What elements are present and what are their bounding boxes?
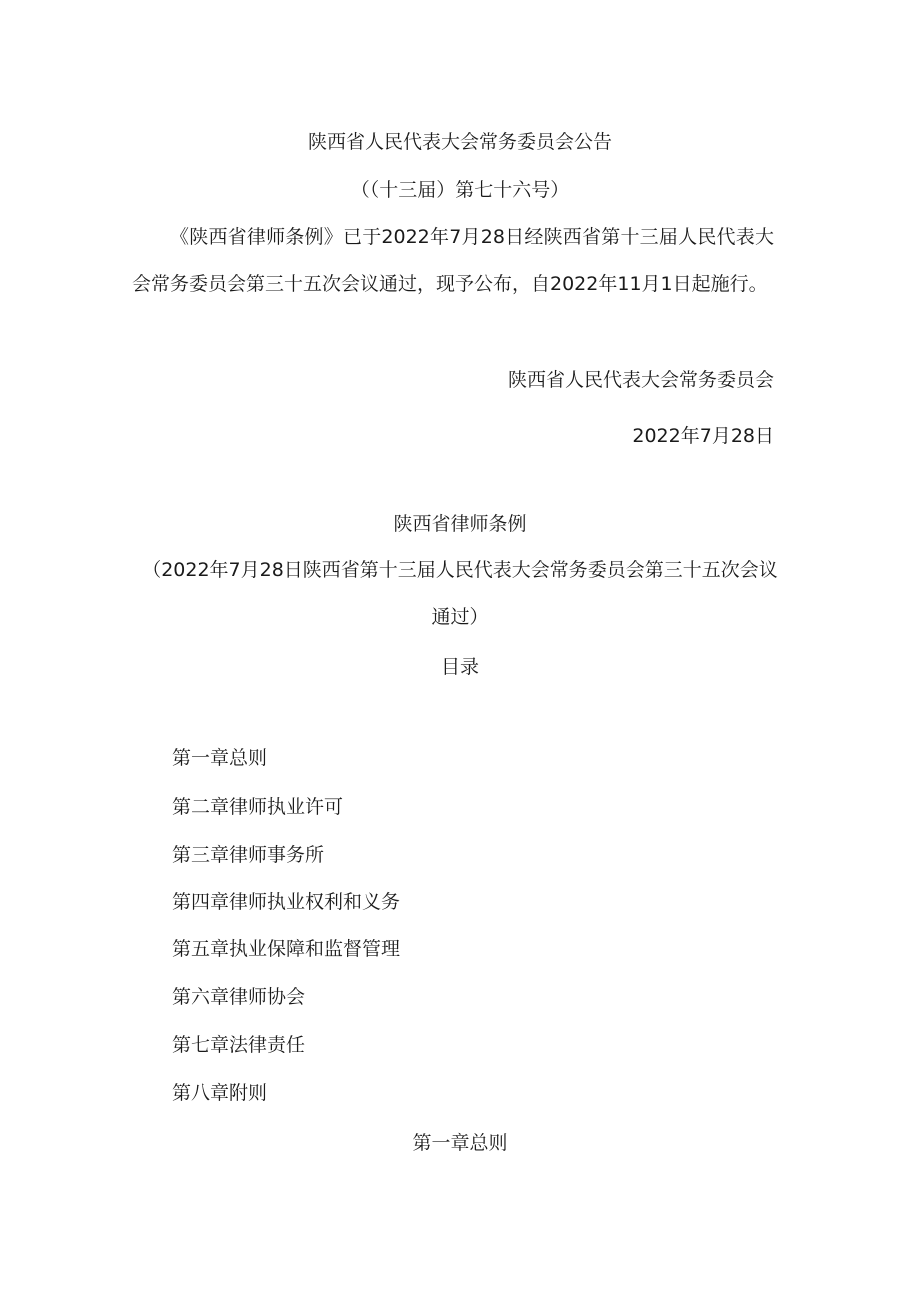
announcement-body: 《陕西省律师条例》已于2022年7月28日经陕西省第十三届人民代表大会常务委员会第三十五次会议通过，现予公布，自2022年11月1日起施行。 <box>132 226 774 295</box>
toc-item: 第一章总则 <box>172 747 268 769</box>
announcement-date: 2022年7月28日 <box>632 425 774 447</box>
regulation-subtitle: （2022年7月28日陕西省第十三届人民代表大会常务委员会第三十五次会议通过） <box>142 559 778 628</box>
toc-item: 第六章律师协会 <box>172 986 306 1008</box>
toc-item: 第五章执业保障和监督管理 <box>172 938 401 960</box>
toc-item: 第三章律师事务所 <box>172 844 325 866</box>
announcement-signatory: 陕西省人民代表大会常务委员会 <box>507 369 774 391</box>
announcement-title: 陕西省人民代表大会常务委员会公告 <box>307 131 612 153</box>
chapter-heading: 第一章总则 <box>412 1132 508 1154</box>
regulation-title: 陕西省律师条例 <box>393 513 527 535</box>
toc-item: 第四章律师执业权利和义务 <box>172 891 401 913</box>
toc-heading: 目录 <box>440 656 479 678</box>
toc-item: 第二章律师执业许可 <box>172 796 344 818</box>
toc-item: 第八章附则 <box>172 1082 268 1104</box>
toc-item: 第七章法律责任 <box>172 1034 306 1056</box>
announcement-number: （（十三届）第七十六号） <box>350 179 570 201</box>
